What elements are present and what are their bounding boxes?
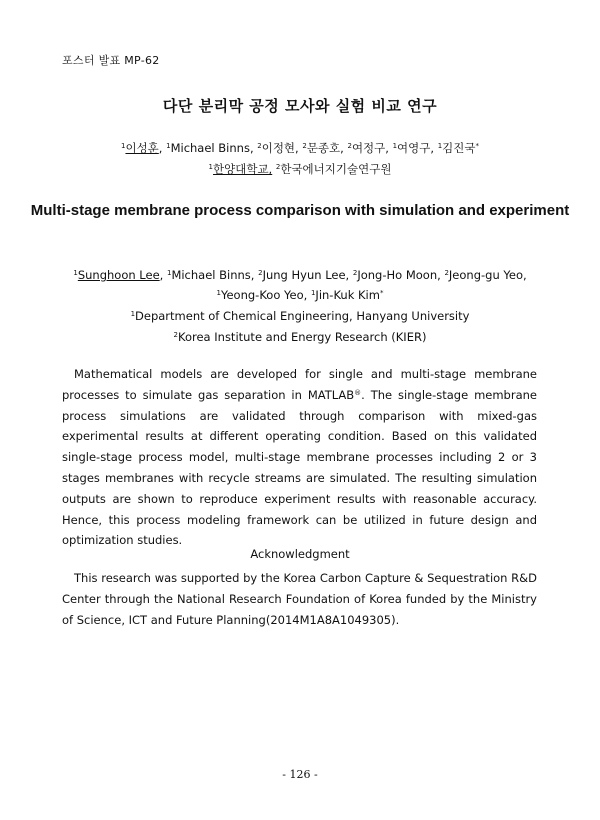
korean-author-list (0, 140, 600, 156)
separator: , (385, 141, 393, 155)
abstract-text: Mathematical models are developed for single and multi-stage membrane processes to simulate gas separation in MATLAB (62, 367, 537, 402)
separator: , (303, 288, 311, 302)
author-name: Jong-Ho Moon (357, 268, 438, 282)
author-name: 이정현 (261, 141, 296, 155)
page-number: - 126 - (282, 768, 318, 781)
acknowledgment-paragraph: This research was supported by the Korea Carbon Capture & Sequestration R&D Center through the National Research Foundation of Korea funded by the Ministry of Science, ICT and Future Planning(2014M1A8A1049305). (62, 571, 537, 627)
author-name: 김진국 (442, 141, 476, 155)
author-name: Jin-Kuk Kim (315, 288, 380, 302)
author-name: Yeong-Koo Yeo (220, 288, 304, 302)
author-name: 한양대학교, (213, 162, 273, 176)
affiliation-marker: 1 (437, 142, 443, 150)
affiliation-marker: 1 (392, 142, 398, 150)
separator: , (250, 268, 259, 282)
author-name: Jung Hyun Lee (262, 268, 346, 282)
affiliation-marker: 1 (166, 142, 171, 150)
affiliation-marker: 2 (258, 269, 263, 277)
session-label: 포스터 발표 MP-62 (62, 54, 160, 67)
corresponding-author-marker: * (379, 289, 384, 297)
affiliation-marker: 1 (216, 289, 221, 297)
affiliation-text: Korea Institute and Energy Research (KIER) (178, 330, 427, 344)
author-name: Michael Binns (171, 268, 251, 282)
affiliation-marker: 1 (208, 163, 214, 171)
separator: , (159, 268, 167, 282)
affiliation-marker: 1 (166, 269, 172, 277)
affiliation-marker: 2 (347, 142, 352, 150)
affiliation-marker: 2 (173, 331, 178, 339)
author-name: 이성훈 (125, 141, 159, 155)
affiliation-text: Department of Chemical Engineering, Hanyang University (135, 309, 470, 323)
affiliation-marker: 1 (121, 142, 126, 150)
author-name: 여영구 (397, 141, 431, 155)
separator: , (249, 141, 258, 155)
corresponding-author-marker: * (475, 142, 479, 150)
separator: , (437, 268, 445, 282)
affiliation-marker: 2 (302, 142, 307, 150)
english-affiliation-2 (0, 330, 600, 344)
author-name: Michael Binns (170, 141, 250, 155)
separator: , (345, 268, 353, 282)
affiliation-marker: 2 (275, 163, 281, 171)
author-name: 한국에너지기술연구원 (280, 162, 392, 176)
registered-mark: ® (354, 388, 362, 397)
author-name: 여정구 (351, 141, 386, 155)
separator: , (158, 141, 167, 155)
affiliation-marker: 2 (444, 269, 449, 277)
korean-title: 다단 분리막 공정 모사와 실험 비교 연구 (162, 97, 438, 115)
affiliation-marker: 1 (73, 269, 78, 277)
author-name: Sunghoon Lee (77, 268, 160, 282)
separator: , (295, 141, 303, 155)
affiliation-marker: 1 (130, 310, 136, 318)
separator: , (523, 268, 527, 282)
abstract-paragraph (62, 364, 537, 551)
affiliation-marker: 2 (352, 269, 358, 277)
separator: , (340, 141, 348, 155)
abstract-text-continued: . The single-stage membrane process simulations are validated through comparison with mixed-gas experimental results at different operating condition. Based on this validated single-stage process model, multi-stage membrane processes including 2 or 3 stages membranes with recycle streams are simulated. The resulting simulation outputs are shown to reproduce experiment results with reasonable accuracy. Hence, this process modeling framework can be utilized in future design and optimization studies. (62, 387, 537, 548)
korean-affiliation-list (0, 161, 600, 177)
english-affiliation-1 (0, 309, 600, 323)
separator: , (430, 141, 438, 155)
affiliation-marker: 2 (257, 142, 262, 150)
author-name: Jeong-gu Yeo (448, 268, 523, 282)
acknowledgment-heading: Acknowledgment (250, 547, 350, 561)
author-name: 문종호 (306, 141, 341, 155)
english-author-list (0, 268, 600, 282)
affiliation-marker: 1 (310, 289, 316, 297)
english-author-list-continued (0, 288, 600, 302)
english-title: Multi-stage membrane process comparison with simulation and experiment (30, 202, 570, 219)
